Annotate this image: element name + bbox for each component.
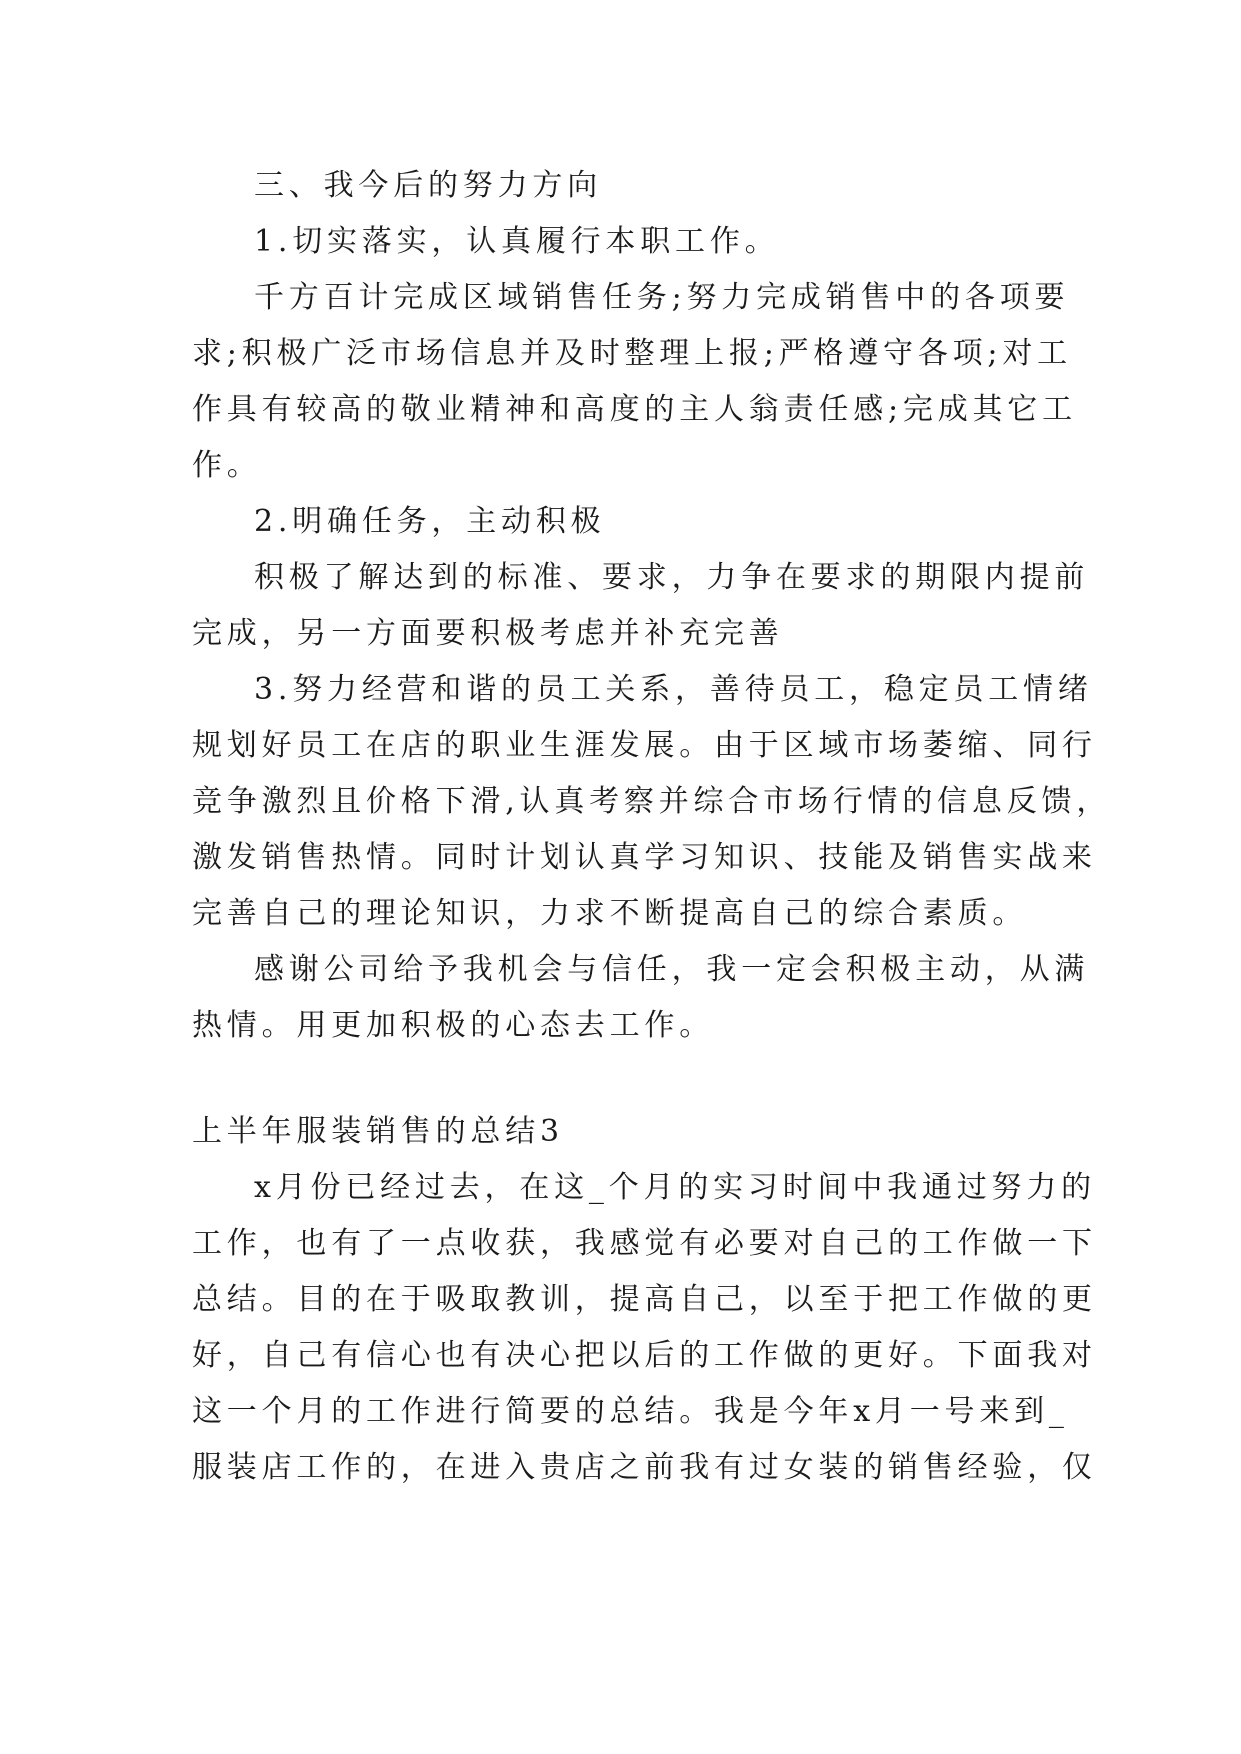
item1-body-line: 求;积极广泛市场信息并及时整理上报;严格遵守各项;对工 [192,336,1072,371]
item3-body-line: 竞争激烈且价格下滑,认真考察并综合市场行情的信息反馈， [192,784,1112,819]
summary3-body-line: 服装店工作的，在进入贵店之前我有过女装的销售经验，仅 [192,1450,1097,1485]
closing-line: 热情。用更加积极的心态去工作。 [192,1008,714,1043]
item2-body-line: 完成，另一方面要积极考虑并补充完善 [192,616,784,651]
closing-line: 感谢公司给予我机会与信任，我一定会积极主动，从满 [254,952,1090,987]
item3-body-line: 激发销售热情。同时计划认真学习知识、技能及销售实战来 [192,840,1097,875]
summary3-body-line: x月份已经过去，在这_个月的实习时间中我通过努力的 [254,1170,1096,1205]
item1-title: 1.切实落实，认真履行本职工作。 [254,224,780,259]
item2-body-line: 积极了解达到的标准、要求，力争在要求的期限内提前 [254,560,1090,595]
summary3-body-line: 好，自己有信心也有决心把以后的工作做的更好。下面我对 [192,1338,1097,1373]
item2-title: 2.明确任务，主动积极 [254,504,606,539]
summary3-title: 上半年服装销售的总结3 [192,1114,564,1149]
item1-body-line: 千方百计完成区域销售任务;努力完成销售中的各项要 [254,280,1070,315]
summary3-body-line: 工作，也有了一点收获，我感觉有必要对自己的工作做一下 [192,1226,1097,1261]
item3-body-line: 完善自己的理论知识，力求不断提高自己的综合素质。 [192,896,1028,931]
summary3-body-line: 这一个月的工作进行简要的总结。我是今年x月一号来到_ [192,1394,1069,1429]
item1-body-line: 作。 [192,448,262,483]
item3-body-line: 规划好员工在店的职业生涯发展。由于区域市场萎缩、同行 [192,728,1097,763]
item3-body-line: 3.努力经营和谐的员工关系，善待员工，稳定员工情绪 [254,672,1093,707]
item1-body-line: 作具有较高的敬业精神和高度的主人翁责任感;完成其它工 [192,392,1077,427]
section-heading: 三、我今后的努力方向 [254,168,602,203]
summary3-body-line: 总结。目的在于吸取教训，提高自己，以至于把工作做的更 [192,1282,1097,1317]
